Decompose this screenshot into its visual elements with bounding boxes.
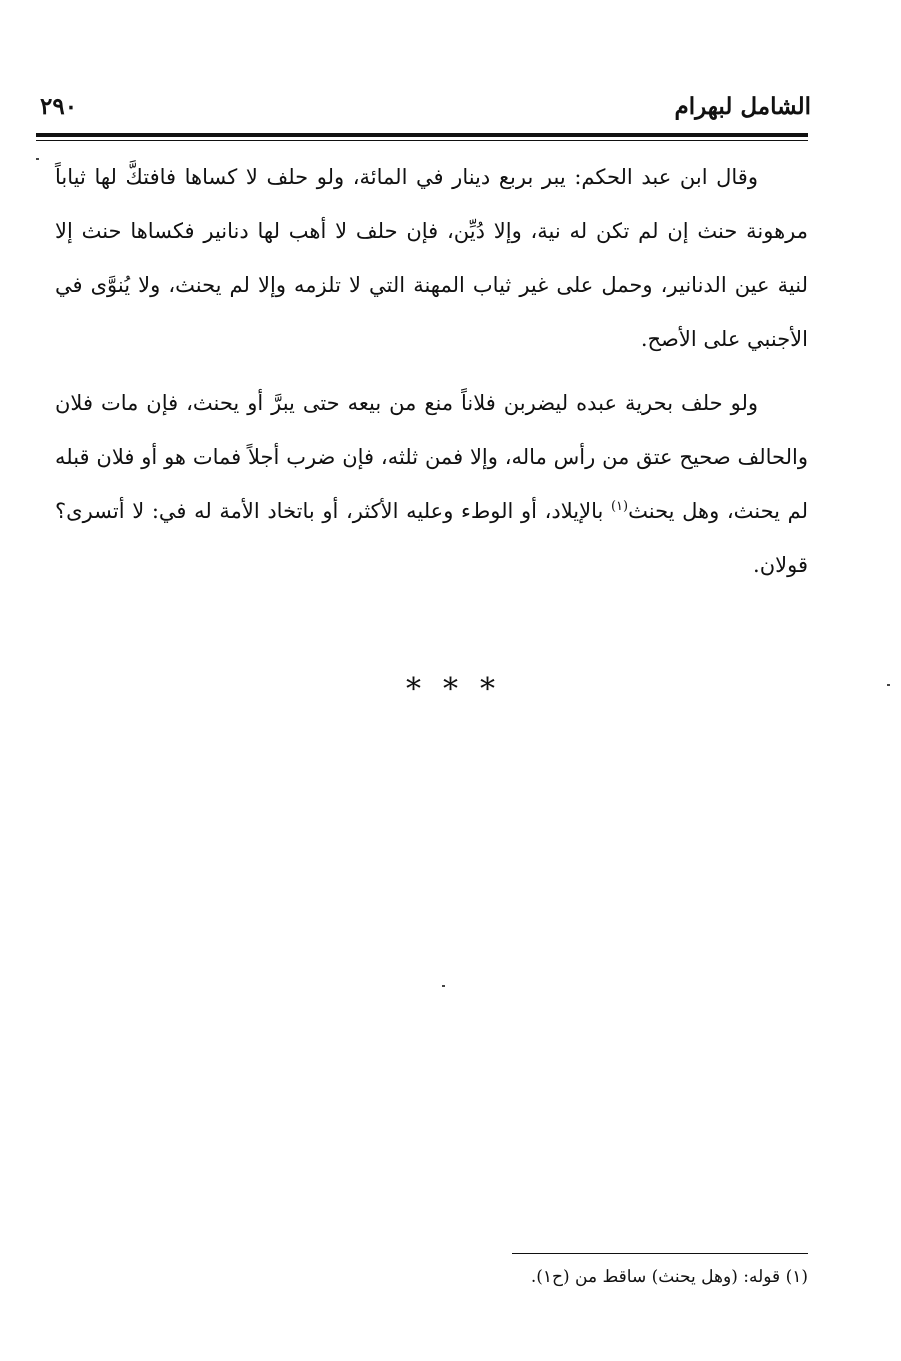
paragraph-1-text: وقال ابن عبد الحكم: يبر بربع دينار في المائة، ولو حلف لا كساها فافتكَّ لها ثياباً مرهونة حنث إن لم تكن له نية، وإلا دُيِّن، فإن حلف لا أهب لها دنانير فكساها حنث إلا لنية عين الدنانير، وحمل على غير ثياب المهنة التي لا تلزمه وإلا لم يحنث، ولا يُنوَّى في الأجنبي على الأصح. bbox=[55, 165, 808, 351]
page-number: ٢٩٠ bbox=[40, 92, 78, 120]
footnote-rule bbox=[512, 1253, 808, 1254]
paragraph-1 bbox=[55, 150, 808, 366]
footnote bbox=[300, 1262, 808, 1292]
scan-speck bbox=[442, 985, 445, 987]
scan-speck bbox=[36, 158, 39, 160]
ornament-asterisks: *** bbox=[406, 672, 517, 707]
footnote-reference: (١) bbox=[610, 499, 629, 514]
header-rule-thin bbox=[36, 140, 808, 141]
book-title: الشامل لبهرام bbox=[674, 92, 811, 120]
footnote-text: (١) قوله: (وهل يحنث) ساقط من (ح١). bbox=[530, 1267, 808, 1287]
scan-speck bbox=[887, 684, 890, 686]
running-header bbox=[40, 88, 811, 124]
paragraph-2-text-start: ولو حلف بحرية عبده ليضربن فلاناً منع من بيعه حتى يبرَّ أو يحنث، فإن مات فلان والحالف صحيح عتق من رأس ماله، وإلا فمن ثلثه، فإن ضرب أجلاً فمات هو أو فلان قبله لم يحنث، وهل يحنث bbox=[55, 391, 809, 523]
section-ornament bbox=[0, 672, 901, 707]
header-rule bbox=[36, 133, 808, 137]
paragraph-2 bbox=[55, 376, 808, 592]
paragraph-2-text-end: بالإيلاد، أو الوطء وعليه الأكثر، أو باتخاد الأمة له في: لا أتسرى؟ قولان. bbox=[55, 499, 808, 577]
body-text bbox=[55, 150, 808, 602]
